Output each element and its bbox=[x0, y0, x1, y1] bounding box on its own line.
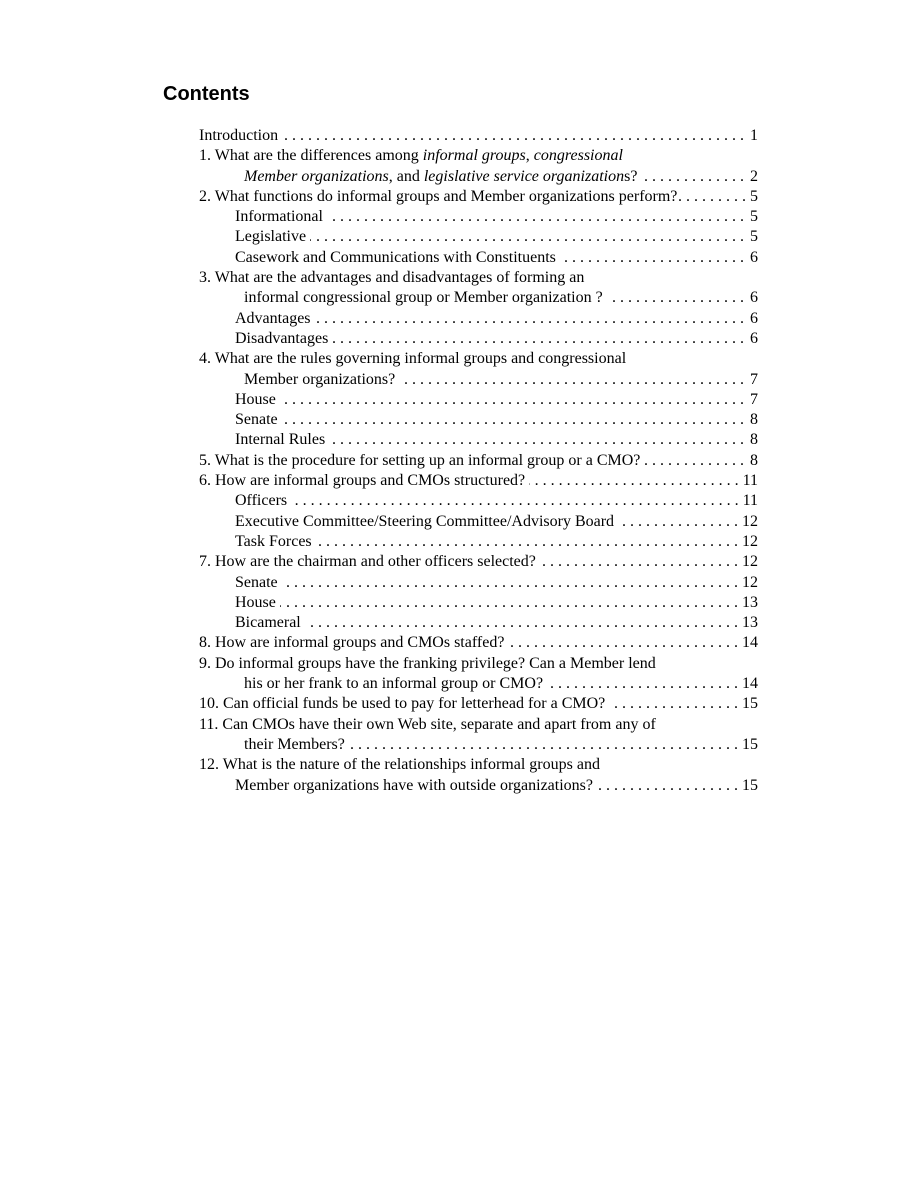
toc-text: , bbox=[525, 147, 534, 165]
toc-entry-executive-committee[interactable] bbox=[199, 512, 758, 532]
toc-label: 8. How are informal groups and CMOs staffed? bbox=[199, 634, 505, 652]
toc-entry-advantages[interactable] bbox=[199, 309, 758, 329]
toc-entry-informational[interactable] bbox=[199, 207, 758, 227]
page-title: Contents bbox=[163, 83, 250, 105]
toc-page-number: 6 bbox=[750, 289, 758, 307]
toc-entry-senate-rules[interactable] bbox=[199, 410, 758, 430]
toc-label: House bbox=[235, 593, 276, 611]
dot-leader bbox=[315, 309, 744, 329]
toc-label: Introduction bbox=[199, 127, 279, 144]
toc-page-number: 13 bbox=[742, 614, 758, 632]
toc-label: Legislative bbox=[235, 228, 307, 246]
dot-leader bbox=[316, 532, 738, 552]
toc-page-number: 5 bbox=[750, 228, 758, 246]
toc-entry-q9-line2[interactable] bbox=[199, 674, 758, 694]
toc-entry-task-forces[interactable] bbox=[199, 532, 758, 552]
dot-leader bbox=[618, 512, 738, 532]
toc-page-number: 2 bbox=[750, 167, 758, 185]
dot-leader bbox=[282, 126, 744, 146]
toc-entry-introduction[interactable] bbox=[199, 126, 758, 146]
toc-label: Task Forces bbox=[235, 532, 312, 550]
toc-text-italic: informal groups bbox=[422, 147, 526, 165]
toc-label: his or her frank to an informal group or CMO? bbox=[244, 675, 544, 693]
toc-page-number: 8 bbox=[750, 431, 758, 449]
toc-label: House bbox=[235, 390, 276, 408]
dot-leader bbox=[560, 248, 744, 268]
dot-leader bbox=[679, 187, 746, 207]
toc-label: Informational bbox=[235, 208, 323, 226]
dot-leader bbox=[349, 735, 738, 755]
toc-entry-legislative[interactable] bbox=[199, 227, 758, 247]
toc-page-number: 8 bbox=[750, 411, 758, 429]
toc-label: 6. How are informal groups and CMOs structured? bbox=[199, 472, 526, 490]
dot-leader bbox=[332, 329, 744, 349]
toc-label: Member organizations have with outside organizations? bbox=[235, 776, 593, 794]
toc-label: 4. What are the rules governing informal groups and congressional bbox=[199, 350, 627, 368]
toc-page-number: 5 bbox=[750, 208, 758, 226]
dot-leader bbox=[282, 410, 744, 430]
dot-leader bbox=[305, 613, 738, 633]
toc-label: Executive Committee/Steering Committee/Advisory Board bbox=[235, 512, 615, 530]
toc-page-number: 15 bbox=[742, 695, 758, 713]
toc-entry-q11-line2[interactable] bbox=[199, 735, 758, 755]
dot-leader bbox=[607, 288, 744, 308]
dot-leader bbox=[547, 674, 738, 694]
toc-entry-q4-line2[interactable] bbox=[199, 370, 758, 390]
toc-entry-q7[interactable] bbox=[199, 552, 758, 572]
toc-entry-q1-line1[interactable] bbox=[199, 146, 758, 166]
toc-text-italic: Member organizations bbox=[244, 167, 389, 185]
toc-entry-senate-officers[interactable] bbox=[199, 573, 758, 593]
toc-text: , and bbox=[388, 167, 424, 185]
toc-entry-house-officers[interactable] bbox=[199, 593, 758, 613]
dot-leader bbox=[641, 167, 744, 187]
dot-leader bbox=[280, 593, 738, 613]
toc-page-number: 5 bbox=[750, 187, 758, 205]
toc-page-number: 11 bbox=[742, 472, 758, 490]
toc-page-number: 7 bbox=[750, 390, 758, 408]
toc-label: Bicameral bbox=[235, 614, 301, 632]
dot-leader bbox=[291, 491, 738, 511]
dot-leader bbox=[529, 471, 738, 491]
toc-page-number: 12 bbox=[742, 573, 758, 591]
toc-page-number: 12 bbox=[742, 532, 758, 550]
toc-label: 10. Can official funds be used to pay for letterhead for a CMO? bbox=[199, 695, 606, 713]
toc-page-number: 15 bbox=[742, 776, 758, 794]
toc-page-number: 8 bbox=[750, 451, 758, 469]
toc-page-number: 11 bbox=[742, 492, 758, 510]
table-of-contents bbox=[199, 126, 758, 796]
dot-leader bbox=[327, 207, 744, 227]
dot-leader bbox=[399, 370, 744, 390]
toc-label: Disadvantages bbox=[235, 329, 329, 347]
toc-label: informal congressional group or Member organization ? bbox=[244, 289, 603, 307]
toc-entry-casework[interactable] bbox=[199, 248, 758, 268]
toc-label: 9. Do informal groups have the franking privilege? Can a Member lend bbox=[199, 654, 656, 672]
toc-page-number: 6 bbox=[750, 309, 758, 327]
toc-page-number: 13 bbox=[742, 593, 758, 611]
toc-label: Senate bbox=[235, 573, 278, 591]
dot-leader bbox=[609, 694, 738, 714]
toc-entry-q9-line1[interactable] bbox=[199, 654, 758, 674]
toc-label: 3. What are the advantages and disadvantages of forming an bbox=[199, 269, 585, 287]
toc-entry-q12-line2[interactable] bbox=[199, 776, 758, 796]
toc-label: 11. Can CMOs have their own Web site, separate and apart from any of bbox=[199, 715, 656, 733]
dot-leader bbox=[597, 776, 738, 796]
toc-label: Member organizations? bbox=[244, 370, 396, 388]
toc-entry-q4-line1[interactable] bbox=[199, 349, 758, 369]
dot-leader bbox=[282, 573, 738, 593]
toc-entry-q10[interactable] bbox=[199, 694, 758, 714]
toc-label: their Members? bbox=[244, 735, 345, 753]
toc-label: Casework and Communications with Constituents bbox=[235, 248, 556, 266]
dot-leader bbox=[310, 227, 744, 247]
toc-page-number: 15 bbox=[742, 735, 758, 753]
toc-label: 5. What is the procedure for setting up an informal group or a CMO? bbox=[199, 451, 641, 469]
toc-entry-house-rules[interactable] bbox=[199, 390, 758, 410]
toc-entry-q11-line1[interactable] bbox=[199, 715, 758, 735]
dot-leader bbox=[540, 552, 738, 572]
toc-entry-q5[interactable] bbox=[199, 451, 758, 471]
toc-page-number: 1 bbox=[750, 127, 758, 144]
toc-entry-q3-line2[interactable] bbox=[199, 288, 758, 308]
toc-label: 7. How are the chairman and other officers selected? bbox=[199, 553, 536, 571]
toc-entry-q3-line1[interactable] bbox=[199, 268, 758, 288]
toc-page-number: 14 bbox=[742, 675, 758, 693]
toc-label: 2. What functions do informal groups and Member organizations perform? bbox=[199, 187, 678, 205]
toc-page-number: 7 bbox=[750, 370, 758, 388]
toc-page-number: 12 bbox=[742, 553, 758, 571]
toc-label: Internal Rules bbox=[235, 431, 326, 449]
toc-page-number: 14 bbox=[742, 634, 758, 652]
toc-label bbox=[199, 146, 623, 166]
toc-label: Senate bbox=[235, 411, 278, 429]
dot-leader bbox=[280, 390, 744, 410]
toc-text-italic: legislative service organization bbox=[423, 167, 625, 185]
toc-label: Officers bbox=[235, 492, 288, 510]
toc-entry-officers[interactable] bbox=[199, 491, 758, 511]
toc-entry-disadvantages[interactable] bbox=[199, 329, 758, 349]
toc-label bbox=[244, 167, 637, 187]
toc-entry-q6[interactable] bbox=[199, 471, 758, 491]
toc-text: s? bbox=[624, 167, 638, 185]
dot-leader bbox=[644, 451, 744, 471]
toc-page-number: 6 bbox=[750, 248, 758, 266]
toc-page-number: 12 bbox=[742, 512, 758, 530]
toc-entry-q2[interactable] bbox=[199, 187, 758, 207]
toc-entry-internal-rules[interactable] bbox=[199, 430, 758, 450]
toc-label: 12. What is the nature of the relationships informal groups and bbox=[199, 756, 600, 774]
toc-entry-q12-line1[interactable] bbox=[199, 755, 758, 775]
toc-entry-q8[interactable] bbox=[199, 633, 758, 653]
toc-label: Advantages bbox=[235, 309, 311, 327]
toc-page-number: 6 bbox=[750, 329, 758, 347]
dot-leader bbox=[508, 633, 738, 653]
toc-entry-bicameral[interactable] bbox=[199, 613, 758, 633]
toc-text: 1. What are the differences among bbox=[199, 147, 423, 165]
toc-text-italic: congressional bbox=[533, 147, 623, 165]
toc-entry-q1-line2[interactable] bbox=[199, 167, 758, 187]
dot-leader bbox=[329, 430, 744, 450]
